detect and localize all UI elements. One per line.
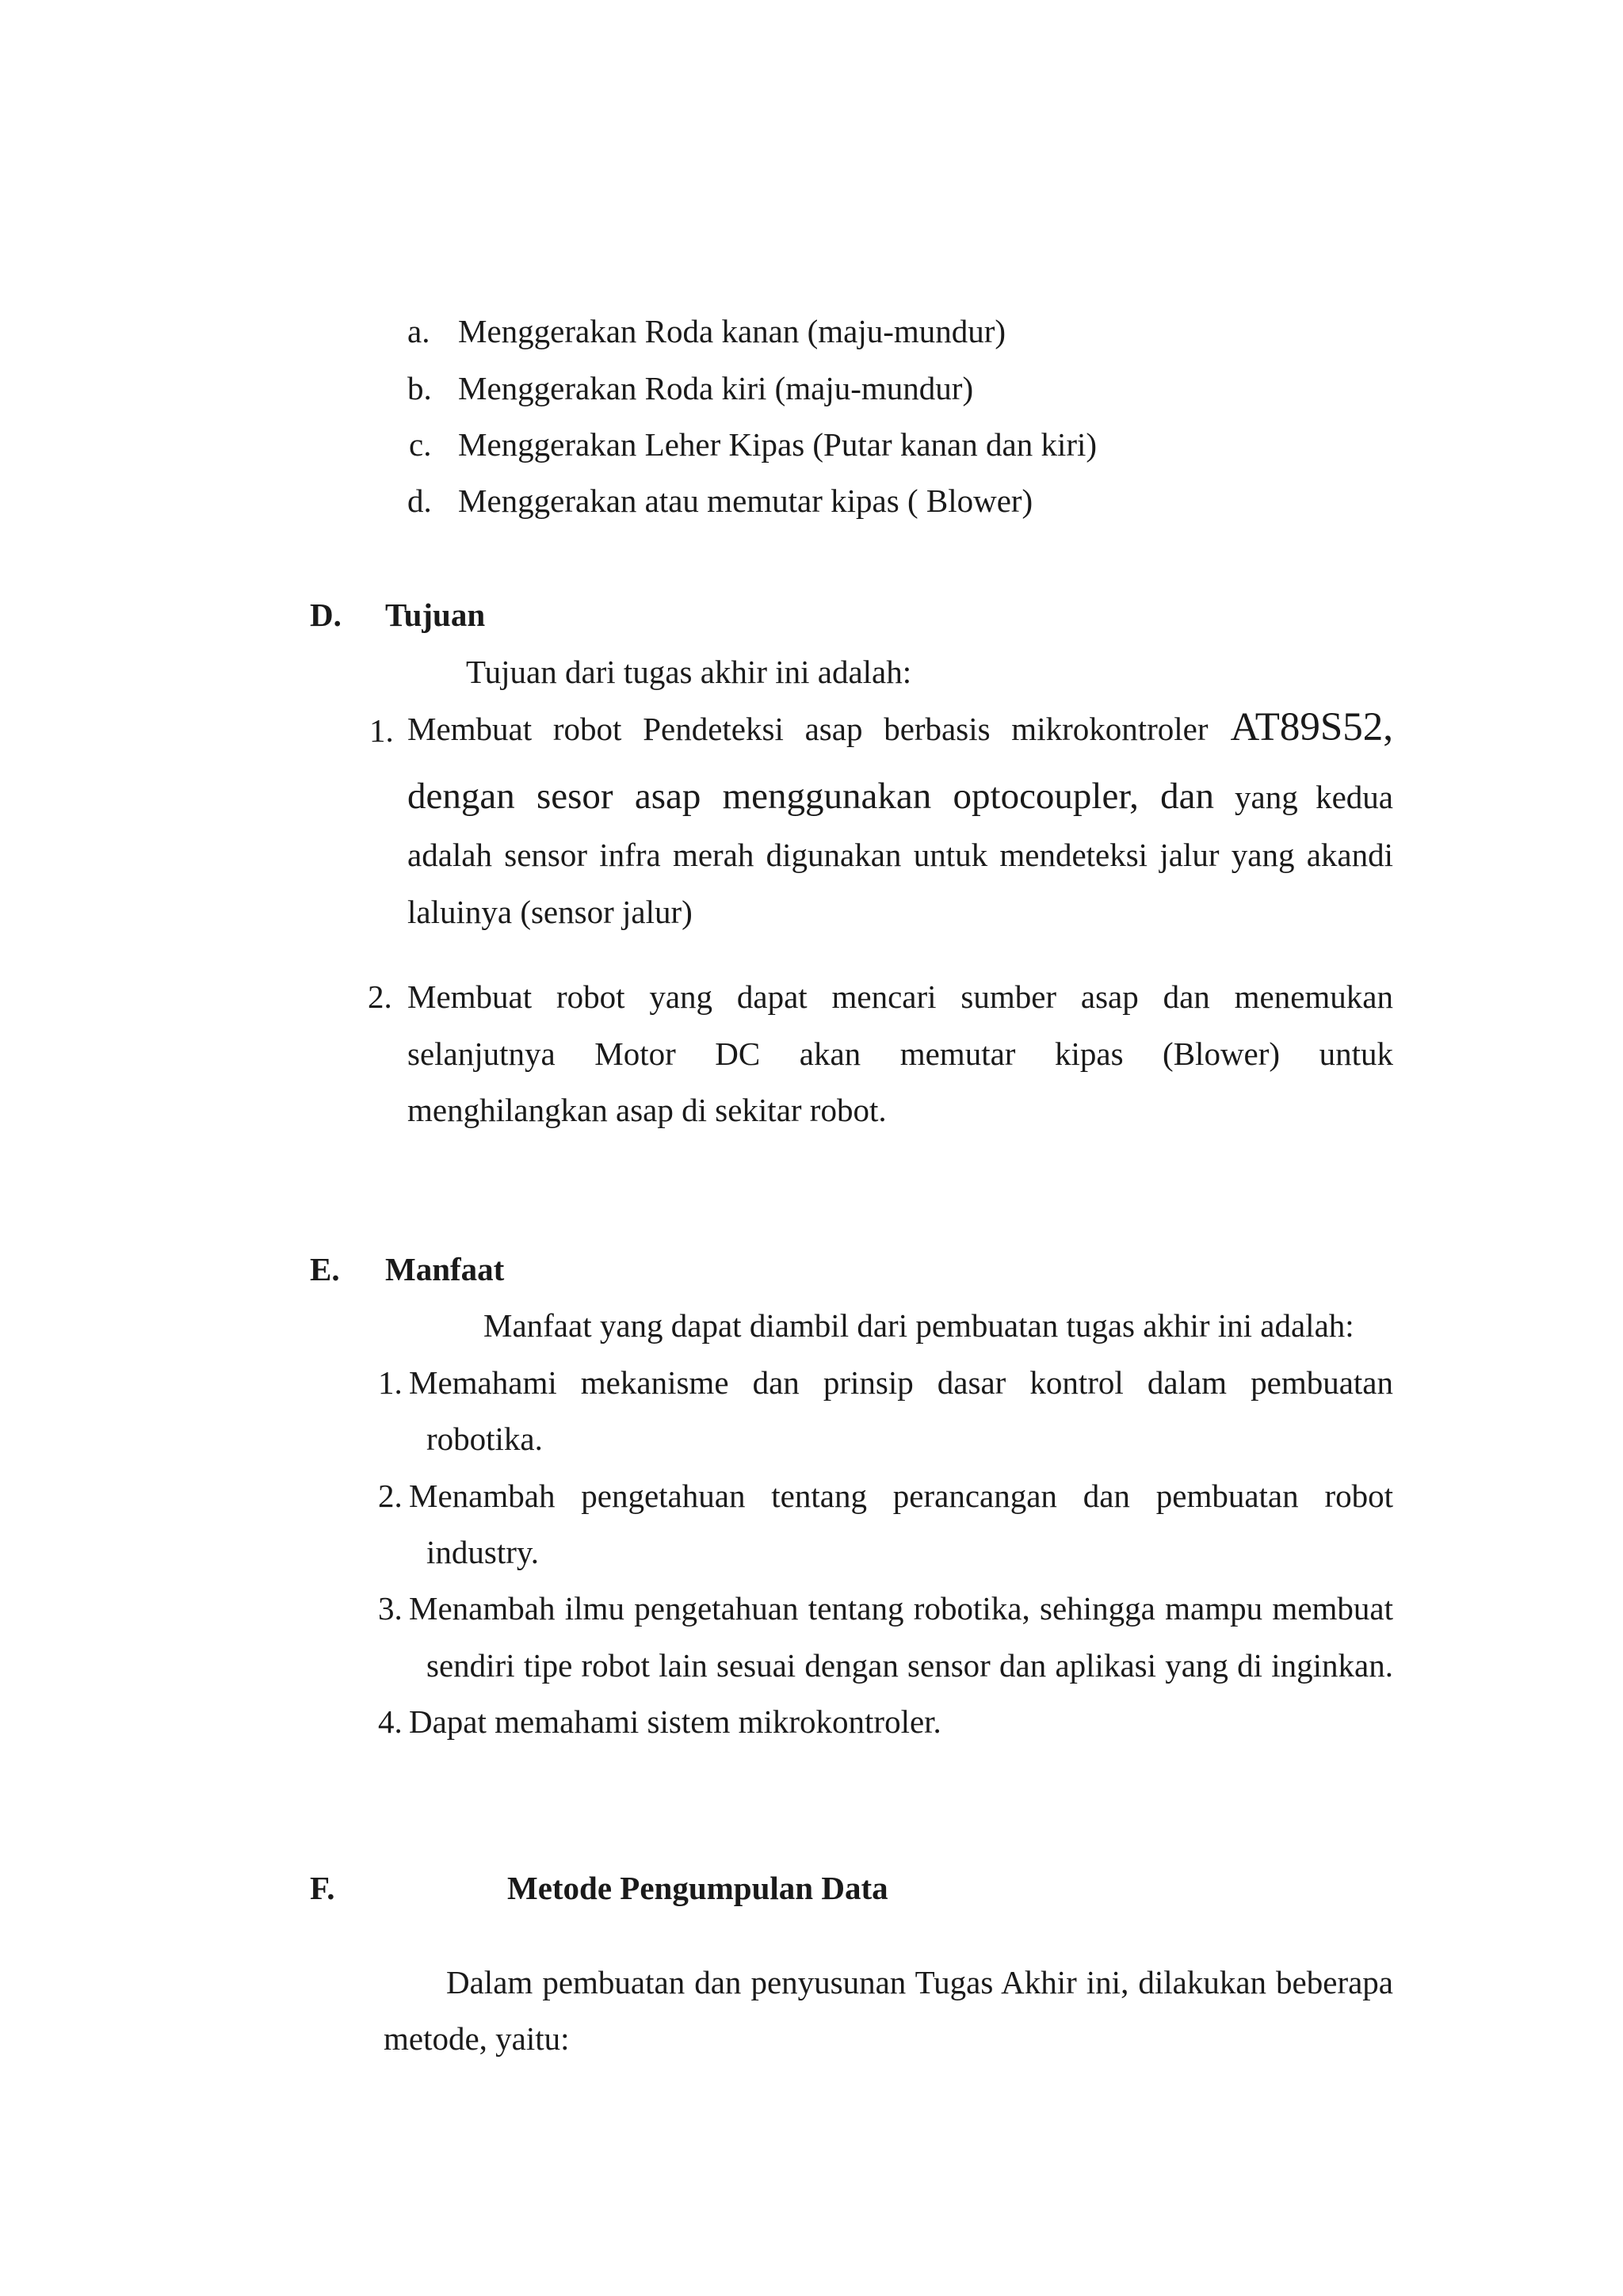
tujuan-item-2-line2: selanjutnya Motor DC akan memutar kipas (Blower) untuk bbox=[407, 1035, 1393, 1072]
section-f-heading: Metode Pengumpulan Data bbox=[507, 1870, 888, 1906]
section-e-letter: E. bbox=[310, 1251, 340, 1287]
tujuan-item-2-line3: menghilangkan asap di sekitar robot. bbox=[407, 1092, 887, 1128]
manfaat-item-2-line1: Menambah pengetahuan tentang perancangan dan pembuatan robot bbox=[409, 1478, 1393, 1514]
manfaat-item-2-line2: industry. bbox=[426, 1534, 539, 1570]
manfaat-item-4-marker: 4. bbox=[378, 1703, 403, 1740]
section-e-intro: Manfaat yang dapat diambil dari pembuatan tugas akhir ini adalah: bbox=[483, 1307, 1354, 1344]
list-marker-c: c. bbox=[409, 426, 432, 463]
tujuan-item-1-line1-words bbox=[407, 713, 1209, 746]
list-item-a: Menggerakan Roda kanan (maju-mundur) bbox=[458, 313, 1006, 349]
section-e-heading: Manfaat bbox=[385, 1251, 505, 1287]
manfaat-item-1-line1: Memahami mekanisme dan prinsip dasar kontrol dalam pembuatan bbox=[409, 1364, 1393, 1401]
section-d-intro: Tujuan dari tugas akhir ini adalah: bbox=[466, 654, 912, 690]
tujuan-item-1-text-b: dengan sesor asap menggunakan optocoupler, dan bbox=[407, 776, 1214, 817]
tujuan-item-1-line3: adalah sensor infra merah digunakan untuk mendeteksi jalur yang akandi bbox=[407, 837, 1393, 873]
list-marker-b: b. bbox=[407, 370, 432, 406]
section-d-letter: D. bbox=[310, 597, 342, 633]
list-marker-a: a. bbox=[407, 313, 430, 349]
tujuan-item-1-model: AT89S52, bbox=[1230, 705, 1393, 749]
section-d-heading: Tujuan bbox=[385, 597, 486, 633]
list-item-b: Menggerakan Roda kiri (maju-mundur) bbox=[458, 370, 974, 406]
tujuan-item-2-marker: 2. bbox=[368, 978, 392, 1015]
list-marker-d: d. bbox=[407, 482, 432, 519]
manfaat-item-3-line2: sendiri tipe robot lain sesuai dengan sensor dan aplikasi yang di inginkan. bbox=[426, 1647, 1393, 1684]
section-f-paragraph-line2: metode, yaitu: bbox=[384, 2020, 570, 2057]
tujuan-item-1-line2 bbox=[407, 778, 1393, 815]
manfaat-item-1-line2: robotika. bbox=[426, 1421, 543, 1457]
list-item-d: Menggerakan atau memutar kipas ( Blower) bbox=[458, 482, 1033, 519]
tujuan-item-1-text-c: yang kedua bbox=[1235, 779, 1393, 815]
manfaat-item-4-line1: Dapat memahami sistem mikrokontroler. bbox=[409, 1703, 941, 1740]
section-f-letter: F. bbox=[310, 1870, 335, 1906]
list-item-c: Menggerakan Leher Kipas (Putar kanan dan kiri) bbox=[458, 426, 1098, 463]
manfaat-item-1-marker: 1. bbox=[378, 1364, 403, 1401]
manfaat-item-3-marker: 3. bbox=[378, 1590, 403, 1627]
tujuan-item-2-line1: Membuat robot yang dapat mencari sumber asap dan menemukan bbox=[407, 978, 1393, 1015]
tujuan-item-1-text-a: Membuat robot Pendeteksi asap berbasis mikrokontroler bbox=[407, 711, 1209, 747]
tujuan-item-1-line4: laluinya (sensor jalur) bbox=[407, 894, 693, 930]
tujuan-item-1-marker: 1. bbox=[369, 712, 394, 749]
tujuan-item-1-line1 bbox=[407, 707, 1393, 748]
manfaat-item-3-line1: Menambah ilmu pengetahuan tentang robotika, sehingga mampu membuat bbox=[409, 1590, 1393, 1627]
manfaat-item-2-marker: 2. bbox=[378, 1478, 403, 1514]
section-f-paragraph-line1: Dalam pembuatan dan penyusunan Tugas Akhir ini, dilakukan beberapa bbox=[446, 1964, 1393, 2000]
